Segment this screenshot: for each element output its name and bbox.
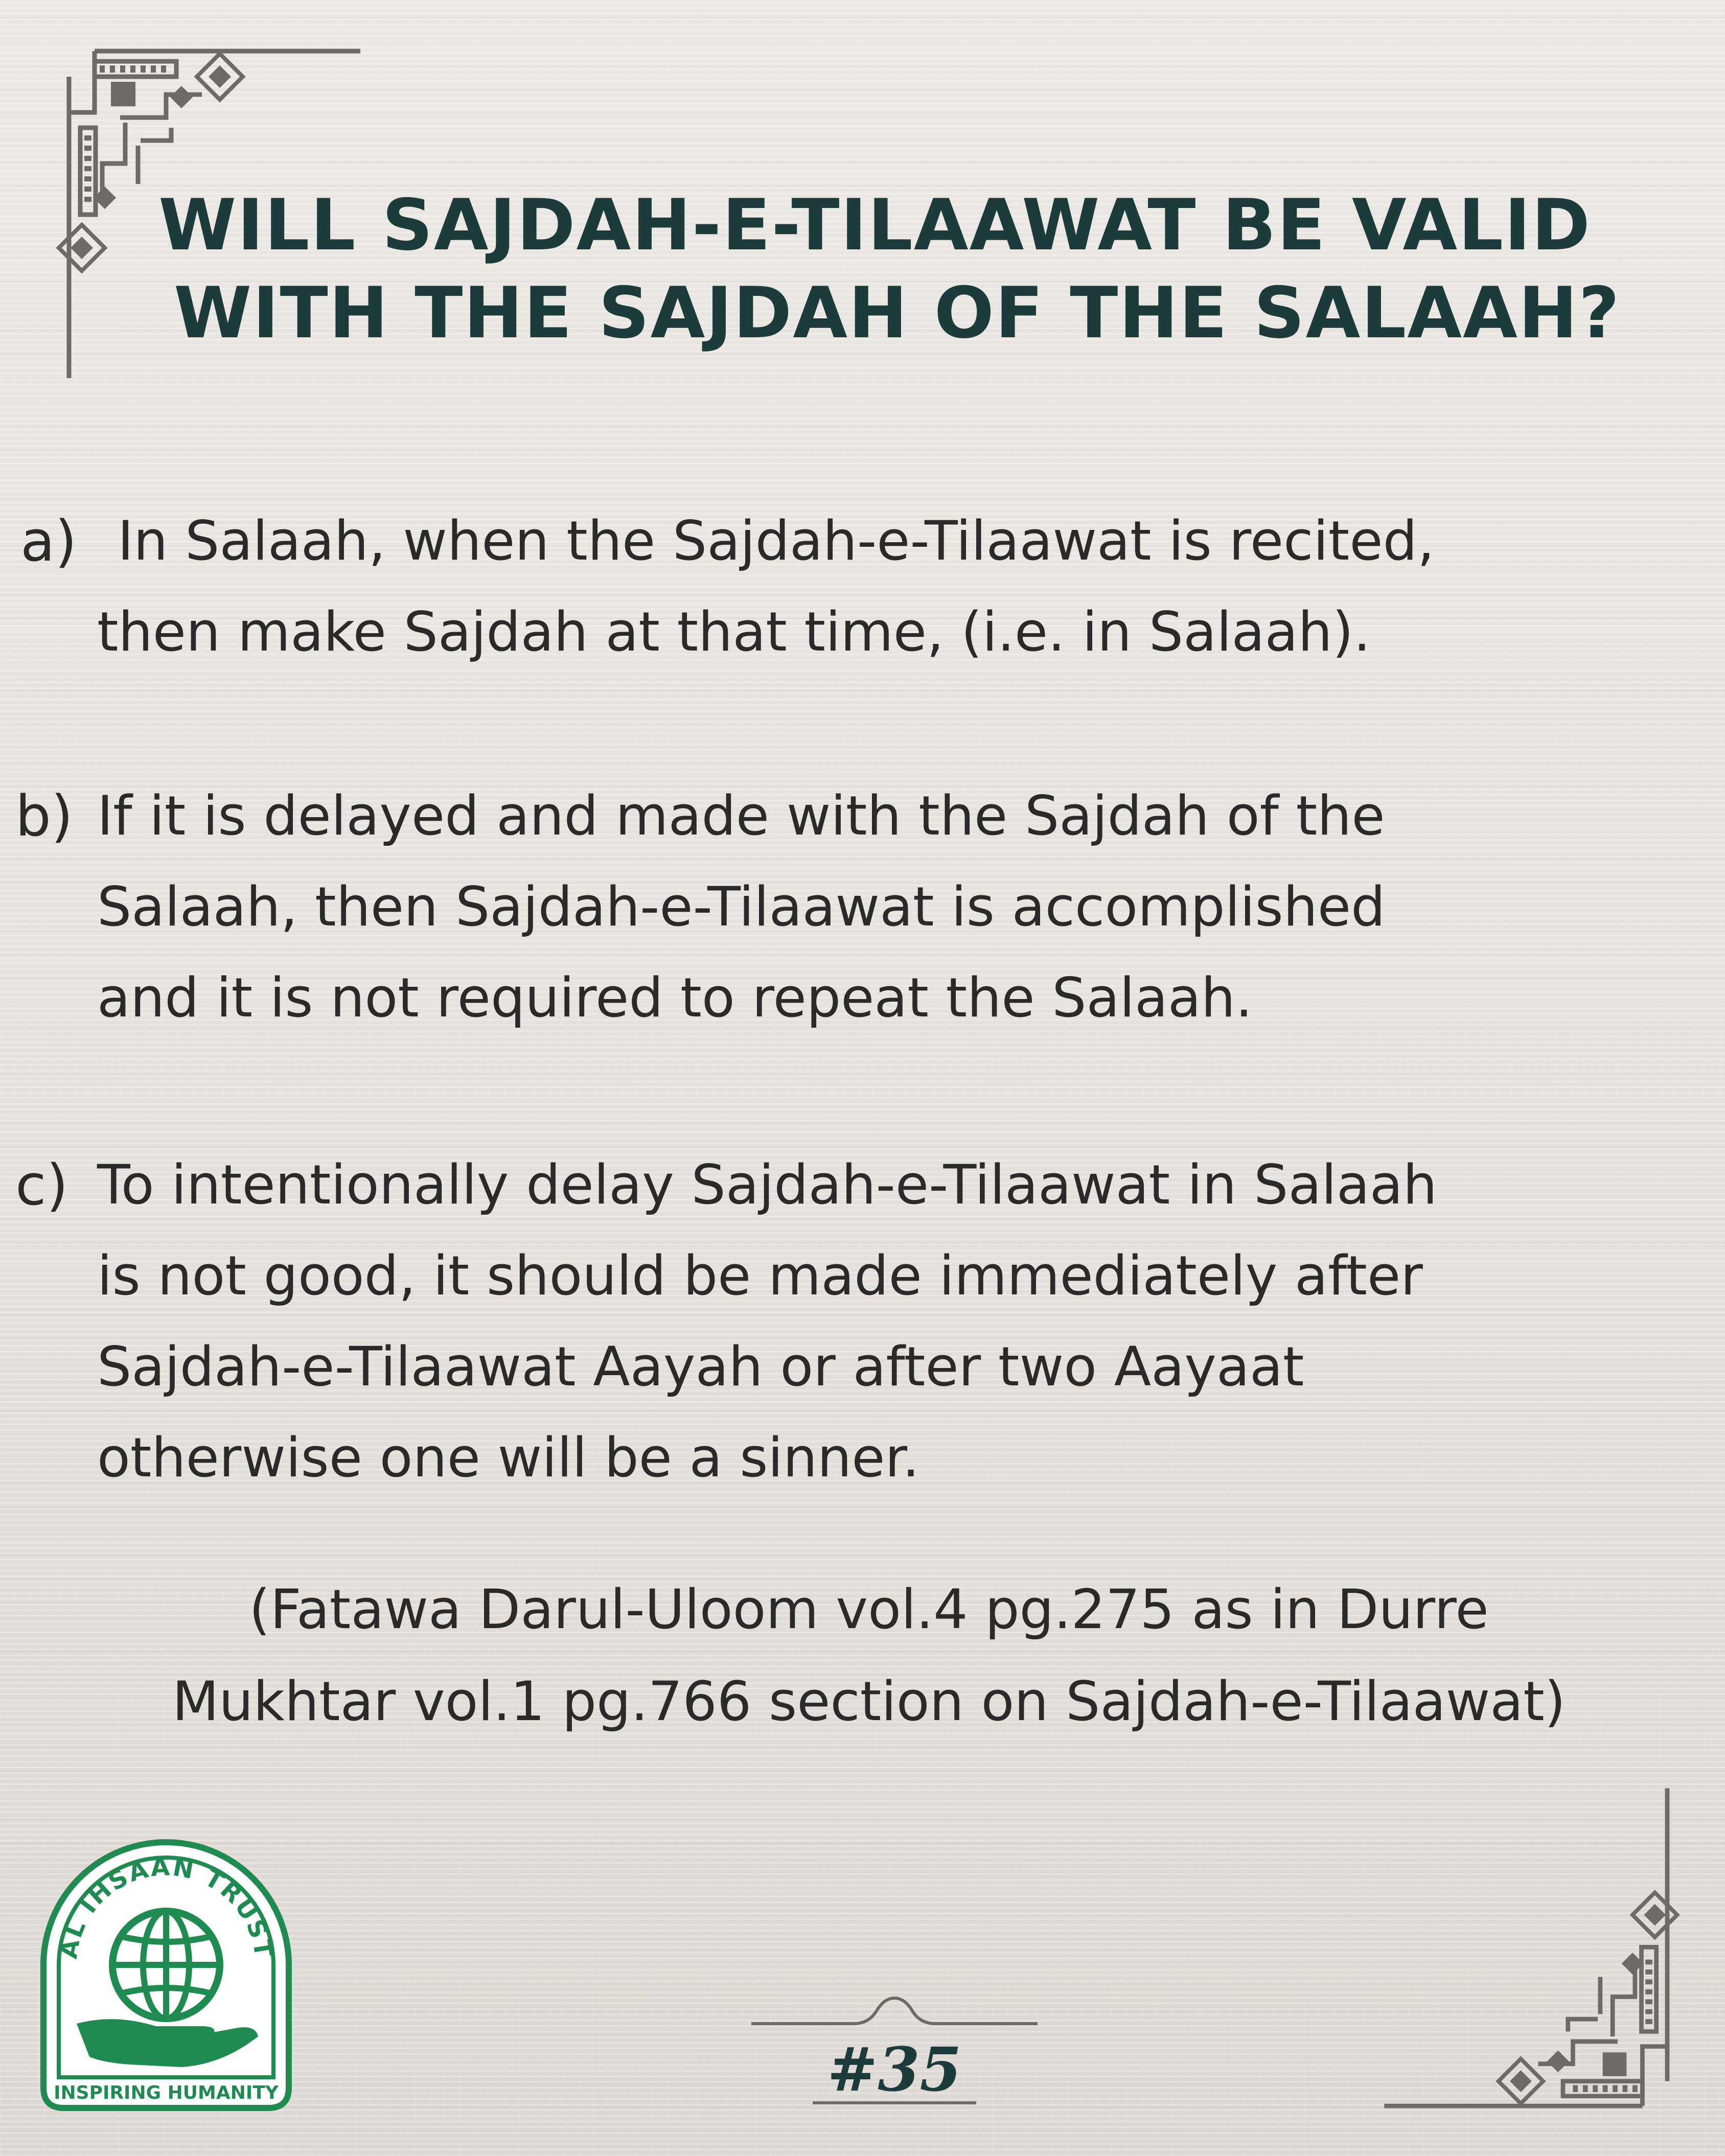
corner-ornament-bottom-right [1365, 1778, 1692, 2126]
point-line: To intentionally delay Sajdah-e-Tilaawat in Salaah [97, 1153, 1437, 1216]
logo-arc-text: AL IHSAAN TRUST [54, 1852, 279, 1961]
point-text [97, 771, 1682, 1044]
point-line: is not good, it should be made immediately after [97, 1244, 1423, 1307]
page-title [158, 181, 1682, 357]
point-line: If it is delayed and made with the Sajdah of the [97, 784, 1385, 847]
point-line: otherwise one will be a sinner. [97, 1426, 919, 1489]
point-text [97, 496, 1702, 678]
page-number-badge [751, 1988, 1038, 2105]
point-line: Salaah, then Sajdah-e-Tilaawat is accomplished [97, 875, 1386, 938]
page-number: #35 [827, 2034, 962, 2105]
citation-line-1: (Fatawa Darul-Uloom vol.4 pg.275 as in Durre [249, 1578, 1489, 1641]
point-line: Sajdah-e-Tilaawat Aayah or after two Aayaat [97, 1335, 1304, 1398]
point-marker: a) [20, 508, 77, 574]
point-line: then make Sajdah at that time, (i.e. in Salaah). [97, 600, 1371, 663]
point-text [97, 1140, 1682, 1503]
point-line: and it is not required to repeat the Salaah. [97, 966, 1253, 1029]
reference-citation [77, 1564, 1661, 1748]
point-line: In Salaah, when the Sajdah-e-Tilaawat is recited, [118, 509, 1435, 572]
citation-line-2: Mukhtar vol.1 pg.766 section on Sajdah-e-Tilaawat) [172, 1670, 1566, 1733]
al-ihsaan-trust-logo [28, 1812, 304, 2118]
title-line-1: WILL SAJDAH-E-TILAAWAT BE VALID [158, 184, 1592, 266]
point-marker: b) [15, 783, 73, 849]
point-marker: c) [15, 1152, 68, 1218]
title-line-2: WITH THE SAJDAH OF THE SALAAH? [174, 272, 1621, 354]
logo-tagline: INSPIRING HUMANITY [54, 2082, 279, 2103]
